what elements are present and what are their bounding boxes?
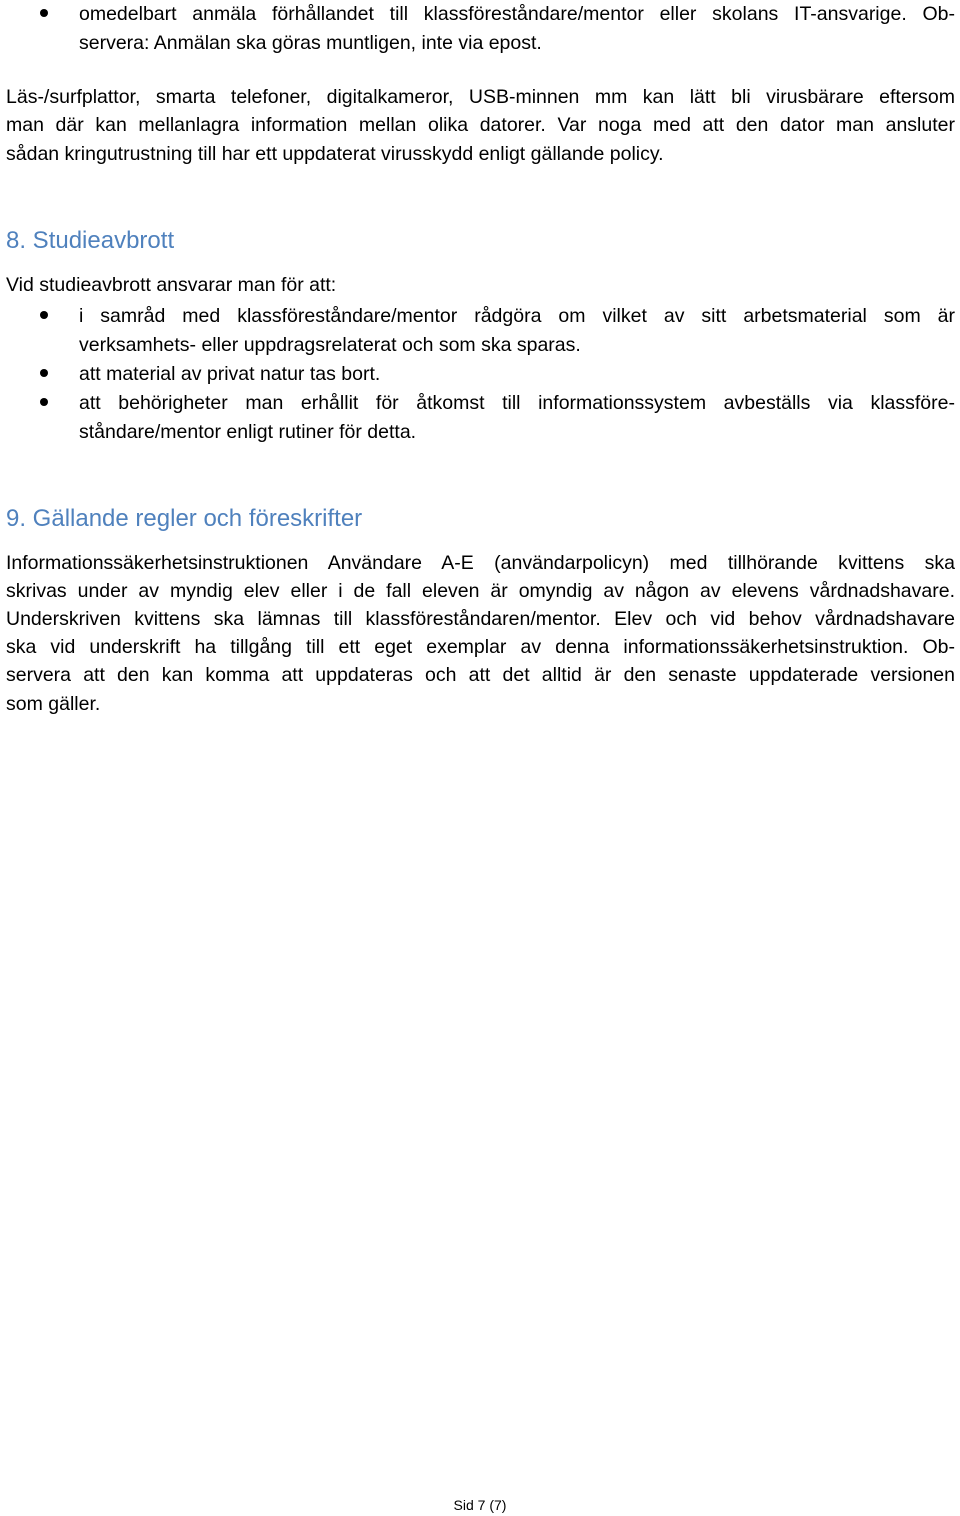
section-8-bullet-3-line-1: att behörigheter man erhållit för åtkomst till informationssystem avbeställs via klassföre- (79, 392, 955, 414)
section-9-line-1: Informationssäkerhetsinstruktionen Användare A-E (användarpolicyn) med tillhörande kvittens ska (6, 552, 955, 574)
devices-paragraph-line-2: man där kan mellanlagra information mellan olika datorer. Var noga med att den dator man ansluter (6, 114, 955, 136)
section-8-intro: Vid studieavbrott ansvarar man för att: (6, 274, 337, 296)
bullet-dot (40, 311, 48, 319)
section-9-line-5: servera att den kan komma att uppdateras och att det alltid är den senaste uppdaterade versionen (6, 664, 955, 686)
bullet-dot (40, 369, 48, 377)
section-8-bullet-1-line-2: verksamhets- eller uppdragsrelaterat och som ska sparas. (79, 334, 581, 356)
section-8-bullet-3-line-2: ståndare/mentor enligt rutiner för detta. (79, 421, 417, 443)
section-8-heading: 8. Studieavbrott (6, 227, 175, 254)
section-9-line-4: ska vid underskrift ha tillgång till ett eget exemplar av denna informationssäkerhetsinstruktion. Ob- (6, 636, 955, 658)
page-number-footer: Sid 7 (7) (453, 1497, 507, 1513)
section-9-line-2: skrivas under av myndig elev eller i de fall eleven är omyndig av någon av elevens vårdnadshavare. (6, 580, 955, 602)
devices-paragraph-line-3: sådan kringutrustning till har ett uppdaterat virusskydd enligt gällande policy. (6, 143, 664, 165)
section-8-bullet-2: att material av privat natur tas bort. (79, 363, 381, 385)
devices-paragraph-line-1: Läs-/surfplattor, smarta telefoner, digitalkameror, USB-minnen mm kan lätt bli virusbärare eftersom (6, 86, 955, 108)
bullet-dot (40, 398, 48, 406)
top-bullet-line-2: servera: Anmälan ska göras muntligen, inte via epost. (79, 32, 542, 54)
section-9-line-6: som gäller. (6, 693, 101, 715)
section-9-heading: 9. Gällande regler och föreskrifter (6, 505, 363, 532)
section-9-line-3: Underskriven kvittens ska lämnas till klassföreståndaren/mentor. Elev och vid behov vårdnadshavare (6, 608, 955, 630)
bullet-dot (40, 9, 48, 17)
top-bullet-line-1: omedelbart anmäla förhållandet till klassföreståndare/mentor eller skolans IT-ansvarige. Ob- (79, 3, 955, 25)
section-8-bullet-1-line-1: i samråd med klassföreståndare/mentor rådgöra om vilket av sitt arbetsmaterial som är (79, 305, 955, 327)
